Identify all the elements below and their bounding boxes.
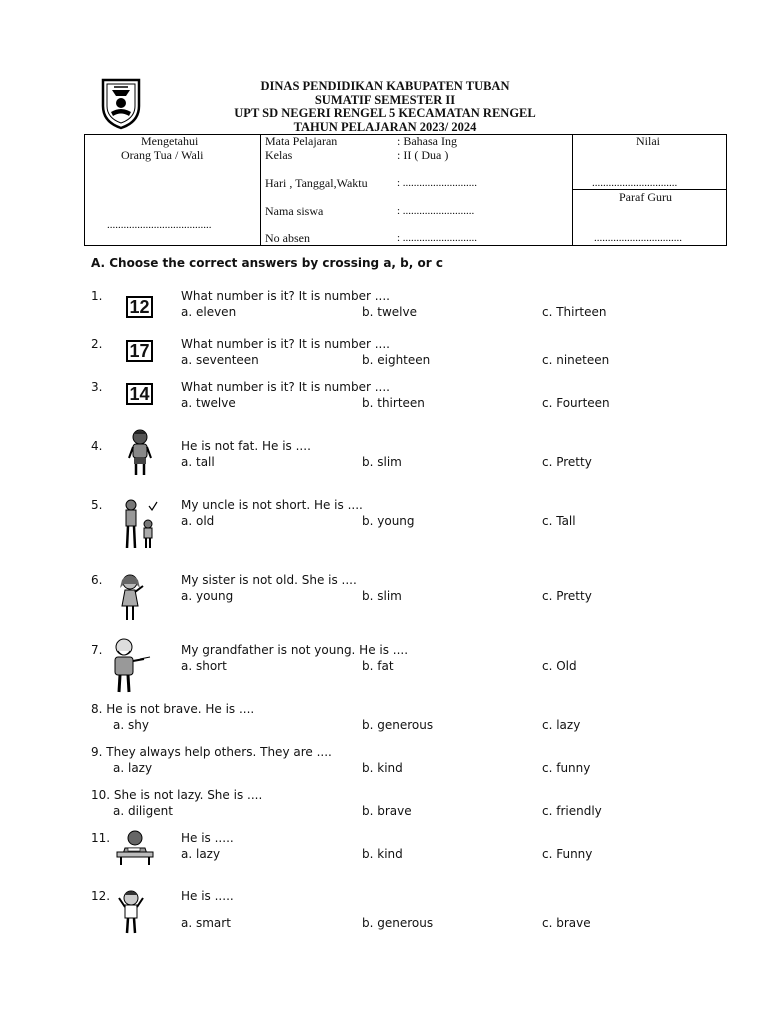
option-c[interactable]: c. Old: [542, 659, 577, 673]
date-label: Hari , Tanggal,Waktu: [265, 176, 368, 190]
option-b[interactable]: b. brave: [362, 804, 412, 818]
subject-label: Mata Pelajaran: [265, 134, 338, 148]
option-c[interactable]: c. Funny: [542, 847, 593, 861]
option-c[interactable]: c. funny: [542, 761, 591, 775]
smart-boy-illustration: [114, 888, 150, 936]
option-c[interactable]: c. friendly: [542, 804, 602, 818]
lazy-student-illustration: [113, 828, 157, 866]
grandfather-illustration: [110, 635, 154, 695]
teacher-signature-label: Paraf Guru: [619, 190, 672, 204]
header-line-3: UPT SD NEGERI RENGEL 5 KECAMATAN RENGEL: [234, 106, 536, 120]
option-c[interactable]: c. Fourteen: [542, 396, 610, 410]
class-value: : II ( Dua ): [397, 148, 449, 162]
question-text: What number is it? It is number ....: [181, 337, 390, 351]
class-label: Kelas: [265, 148, 293, 162]
option-b[interactable]: b. twelve: [362, 305, 417, 319]
question-number: 4.: [91, 439, 103, 453]
header-line-1: DINAS PENDIDIKAN KABUPATEN TUBAN: [260, 79, 510, 93]
section-title: A. Choose the correct answers by crossing a, b, or c: [91, 256, 443, 270]
option-a[interactable]: a. old: [181, 514, 215, 528]
teacher-signature-field: ................................: [594, 232, 682, 244]
option-a[interactable]: a. twelve: [181, 396, 236, 410]
header-line-4: TAHUN PELAJARAN 2023/ 2024: [293, 120, 477, 134]
option-c[interactable]: c. brave: [542, 916, 591, 930]
option-b[interactable]: b. kind: [362, 847, 403, 861]
option-a[interactable]: a. short: [181, 659, 227, 673]
slim-boy-illustration: [125, 428, 155, 478]
question-number: 2.: [91, 337, 103, 351]
question-text: What number is it? It is number ....: [181, 380, 390, 394]
option-c[interactable]: c. Tall: [542, 514, 576, 528]
question-text: My sister is not old. She is ....: [181, 573, 357, 587]
table-divider: [260, 135, 261, 245]
option-a[interactable]: a. eleven: [181, 305, 237, 319]
question-number: 1.: [91, 289, 103, 303]
option-b[interactable]: b. kind: [362, 761, 403, 775]
student-info-table: [84, 134, 727, 246]
table-divider: [572, 135, 573, 245]
header-line-2: SUMATIF SEMESTER II: [314, 93, 456, 107]
question-text: 10. She is not lazy. She is ....: [91, 788, 263, 802]
option-c[interactable]: c. Thirteen: [542, 305, 607, 319]
option-b[interactable]: b. generous: [362, 718, 434, 732]
question-text: My grandfather is not young. He is ....: [181, 643, 409, 657]
question-text: He is .....: [181, 831, 234, 845]
score-field: ...............................: [592, 177, 678, 189]
student-name-field: : ..........................: [397, 205, 475, 217]
option-a[interactable]: a. lazy: [113, 761, 153, 775]
number-card: 17: [126, 340, 153, 362]
option-b[interactable]: b. young: [362, 514, 415, 528]
absence-number-label: No absen: [265, 231, 310, 245]
score-label: Nilai: [636, 134, 660, 148]
option-a[interactable]: a. young: [181, 589, 234, 603]
option-a[interactable]: a. shy: [113, 718, 149, 732]
option-c[interactable]: c. Pretty: [542, 455, 592, 469]
option-b[interactable]: b. generous: [362, 916, 434, 930]
uncle-and-child-illustration: [119, 496, 159, 552]
option-a[interactable]: a. seventeen: [181, 353, 259, 367]
question-text: 8. He is not brave. He is ....: [91, 702, 255, 716]
option-b[interactable]: b. fat: [362, 659, 394, 673]
option-b[interactable]: b. slim: [362, 589, 402, 603]
number-card: 12: [126, 296, 153, 318]
option-a[interactable]: a. lazy: [181, 847, 221, 861]
option-b[interactable]: b. slim: [362, 455, 402, 469]
student-name-label: Nama siswa: [265, 204, 324, 218]
option-c[interactable]: c. nineteen: [542, 353, 610, 367]
regency-crest-icon: [100, 76, 142, 130]
question-number: 11.: [91, 831, 111, 845]
question-text: What number is it? It is number ....: [181, 289, 390, 303]
question-text: My uncle is not short. He is ....: [181, 498, 363, 512]
question-number: 5.: [91, 498, 103, 512]
question-number: 3.: [91, 380, 103, 394]
mengetahui-label: Mengetahui: [141, 134, 199, 148]
question-number: 6.: [91, 573, 103, 587]
young-girl-illustration: [116, 572, 148, 624]
option-a[interactable]: a. smart: [181, 916, 231, 930]
parent-label: Orang Tua / Wali: [121, 148, 204, 162]
option-b[interactable]: b. thirteen: [362, 396, 425, 410]
question-number: 7.: [91, 643, 103, 657]
subject-value: : Bahasa Ing: [397, 134, 457, 148]
question-text: 9. They always help others. They are ....: [91, 745, 332, 759]
question-number: 12.: [91, 889, 111, 903]
option-a[interactable]: a. tall: [181, 455, 215, 469]
question-text: He is not fat. He is ....: [181, 439, 311, 453]
parent-signature-line: ......................................: [107, 219, 212, 231]
question-text: He is .....: [181, 889, 234, 903]
option-c[interactable]: c. lazy: [542, 718, 581, 732]
option-c[interactable]: c. Pretty: [542, 589, 592, 603]
option-a[interactable]: a. diligent: [113, 804, 173, 818]
option-b[interactable]: b. eighteen: [362, 353, 431, 367]
number-card: 14: [126, 383, 153, 405]
absence-number-field: : ...........................: [397, 232, 478, 244]
date-field: : ...........................: [397, 177, 478, 189]
